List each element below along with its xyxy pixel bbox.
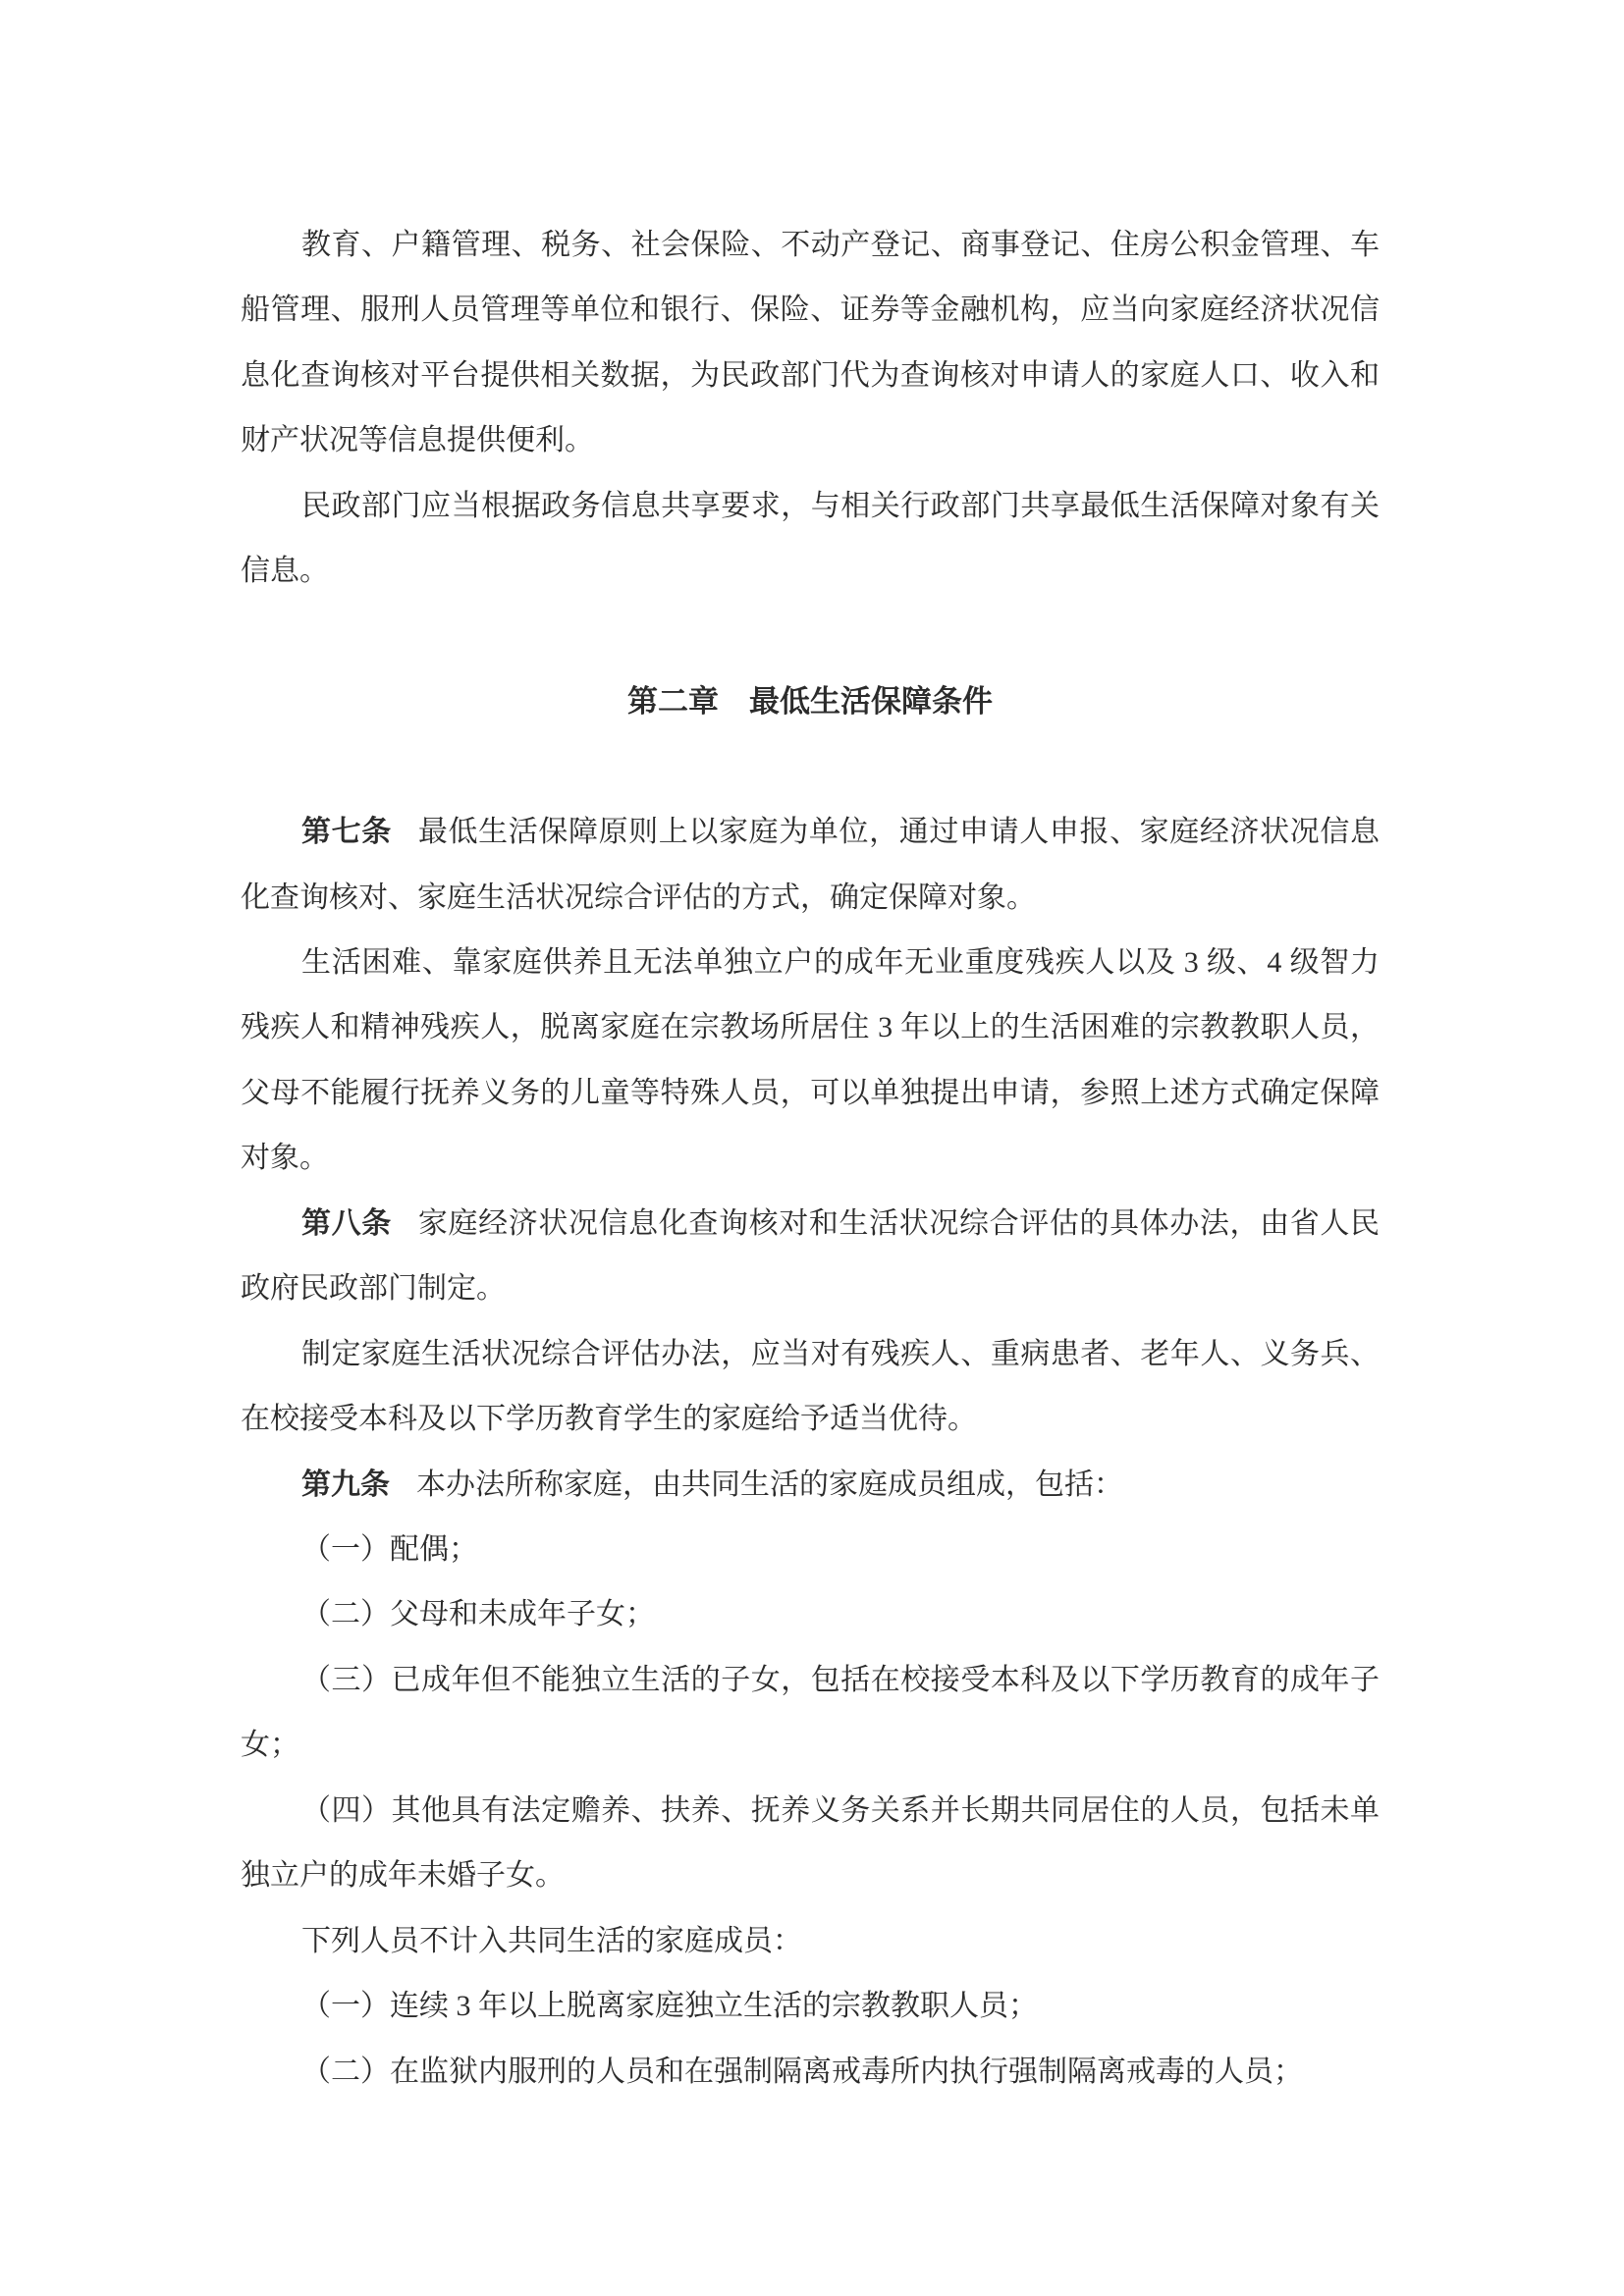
chapter-number: 第二章 [627, 684, 719, 720]
article-9-paragraph [241, 1453, 1380, 1518]
article-8-text: 家庭经济状况信息化查询核对和生活状况综合评估的具体办法，由省人民政府民政部门制定。 [241, 1206, 1380, 1306]
article-7-text: 最低生活保障原则上以家庭为单位，通过申请人申报、家庭经济状况信息化查询核对、家庭生活状况综合评估的方式，确定保障对象。 [241, 816, 1380, 914]
article-7-label: 第七条 [301, 816, 392, 849]
paragraph-special-groups: 生活困难、靠家庭供养且无法单独立户的成年无业重度残疾人以及 3 级、4 级智力残疾人和精神残疾人，脱离家庭在宗教场所居住 3 年以上的生活困难的宗教教职人员，父母不能履行抚养义务的儿童等特殊人员，可以单独提出申请，参照上述方式确定保障对象。 [241, 945, 1380, 1175]
paragraph-excluded-intro: 下列人员不计入共同生活的家庭成员： [301, 1924, 802, 1957]
paragraph-data-provision: 教育、户籍管理、税务、社会保险、不动产登记、商事登记、住房公积金管理、车船管理、服刑人员管理等单位和银行、保险、证券等金融机构，应当向家庭经济状况信息化查询核对平台提供相关数据，为民政部门代为查询核对申请人的家庭人口、收入和财产状况等信息提供便利。 [241, 229, 1380, 457]
article-7-paragraph [241, 800, 1380, 931]
article-9-label: 第九条 [301, 1468, 390, 1501]
article-8-paragraph [241, 1192, 1380, 1322]
document-content [241, 213, 1380, 2105]
family-member-item-2: （二）父母和未成年子女； [301, 1598, 655, 1631]
family-member-item-4: （四）其他具有法定赡养、扶养、抚养义务关系并长期共同居住的人员，包括未单独立户的成年未婚子女。 [241, 1793, 1380, 1893]
article-8-label: 第八条 [301, 1206, 392, 1240]
excluded-member-item-1: （一）连续 3 年以上脱离家庭独立生活的宗教教职人员； [301, 1990, 1038, 2023]
chapter-title: 最低生活保障条件 [749, 684, 993, 720]
family-member-item-1: （一）配偶； [301, 1533, 478, 1567]
chapter-heading [241, 669, 1380, 734]
paragraph-info-sharing: 民政部门应当根据政务信息共享要求，与相关行政部门共享最低生活保障对象有关信息。 [241, 489, 1380, 588]
family-member-item-3: （三）已成年但不能独立生活的子女，包括在校接受本科及以下学历教育的成年子女； [241, 1663, 1380, 1762]
excluded-member-item-2: （二）在监狱内服刑的人员和在强制隔离戒毒所内执行强制隔离戒毒的人员； [301, 2055, 1303, 2088]
article-9-text: 本办法所称家庭，由共同生活的家庭成员组成，包括： [416, 1468, 1123, 1501]
paragraph-evaluation-policy: 制定家庭生活状况综合评估办法，应当对有残疾人、重病患者、老年人、义务兵、在校接受本科及以下学历教育学生的家庭给予适当优待。 [241, 1337, 1380, 1436]
